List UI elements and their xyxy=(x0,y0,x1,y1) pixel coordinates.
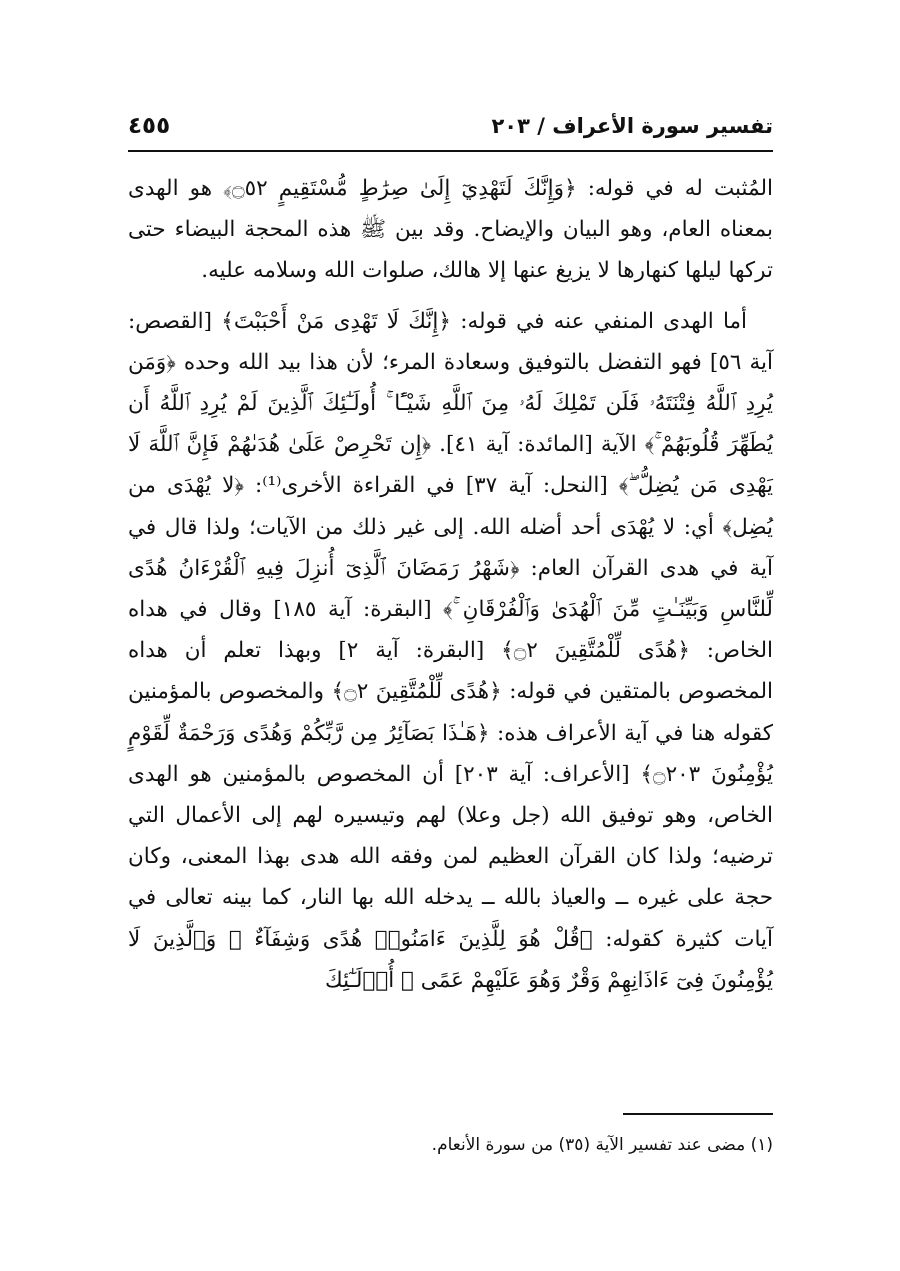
page-number: ٤٥٥ xyxy=(128,113,171,139)
footnote-1: (١) مضى عند تفسير الآية (٣٥) من سورة الأنعام. xyxy=(431,1135,773,1155)
paragraph-2: أما الهدى المنفي عنه في قوله: ﴿إِنَّكَ لَا تَهْدِى مَنْ أَحْبَبْتَ﴾ [القصص: آية ٥٦] فهو التفضل بالتوفيق وسعادة المرء؛ لأن هذا بيد الله وحده ﴿وَمَن يُرِدِ ٱللَّهُ فِتْنَتَهُۥ فَلَن تَمْلِكَ لَهُۥ مِنَ ٱللَّهِ شَيْـًٔا ۚ أُولَـٰٓئِكَ ٱلَّذِينَ لَمْ يُرِدِ ٱللَّهُ أَن يُطَهِّرَ قُلُوبَهُمْ ۚ﴾ الآية [المائدة: آية ٤١]. ﴿إِن تَحْرِصْ عَلَىٰ هُدَىٰهُمْ فَإِنَّ ٱللَّهَ لَا يَهْدِى مَن يُضِلُّ ۖ﴾ [النحل: آية ٣٧] في القراءة الأخرى⁽¹⁾: ﴿لا يُهْدَى من يُضِل﴾ أي: لا يُهْدَى أحد أضله الله. إلى غير ذلك من الآيات؛ ولذا قال في آية في هدى القرآن العام: ﴿شَهْرُ رَمَضَانَ ٱلَّذِىٓ أُنزِلَ فِيهِ ٱلْقُرْءَانُ هُدًى لِّلنَّاسِ وَبَيِّنَـٰتٍ مِّنَ ٱلْهُدَىٰ وَٱلْفُرْقَانِ ۚ﴾ [البقرة: آية ١٨٥] وقال في هداه الخاص: ﴿هُدًى لِّلْمُتَّقِينَ ۝٢﴾ [البقرة: آية ٢] وبهذا تعلم أن هداه المخصوص بالمتقين في قوله: ﴿هُدًى لِّلْمُتَّقِينَ ۝٢﴾ والمخصوص بالمؤمنين كقوله هنا في آية الأعراف هذه: ﴿هَـٰذَا بَصَآئِرُ مِن رَّبِّكُمْ وَهُدًى وَرَحْمَةٌ لِّقَوْمٍ يُؤْمِنُونَ ۝٢٠٣﴾ [الأعراف: آية ٢٠٣] أن المخصوص بالمؤمنين هو الهدى الخاص، وهو توفيق الله (جل وعلا) لهم وتيسيره لهم إلى الأعمال التي ترضيه؛ ولذا كان القرآن العظيم لمن وفقه الله هدى بهذا المعنى، وكان حجة على غيره ــ والعياذ بالله ــ يدخله الله بها النار، كما بينه تعالى في آيات كثيرة كقوله: ﴿قُلْ هُوَ لِلَّذِينَ ءَامَنُوا۟ هُدًى وَشِفَآءٌ ۖ وَٱلَّذِينَ لَا يُؤْمِنُونَ فِىٓ ءَاذَانِهِمْ وَقْرٌ وَهُوَ عَلَيْهِمْ عَمًى ۚ أُو۟لَـٰٓئِكَ xyxy=(128,308,774,993)
book-page xyxy=(128,110,773,1230)
header-title: تفسير سورة الأعراف / ٢٠٣ xyxy=(491,114,773,138)
running-header xyxy=(128,110,773,142)
header-divider xyxy=(128,150,773,152)
footnote-divider xyxy=(623,1113,773,1115)
main-text xyxy=(128,168,773,1001)
paragraph-1: المُثبت له في قوله: ﴿وَإِنَّكَ لَتَهْدِيٓ إِلَىٰ صِرَٰطٍ مُّسْتَقِيمٍ ۝٥٢﴾ هو الهدى بمعناه العام، وهو البيان والإيضاح. وقد بين ﷺ هذه المحجة البيضاء حتى تركها ليلها كنهارها لا يزيغ عنها إلا هالك، صلوات الله وسلامه عليه. xyxy=(128,176,773,284)
